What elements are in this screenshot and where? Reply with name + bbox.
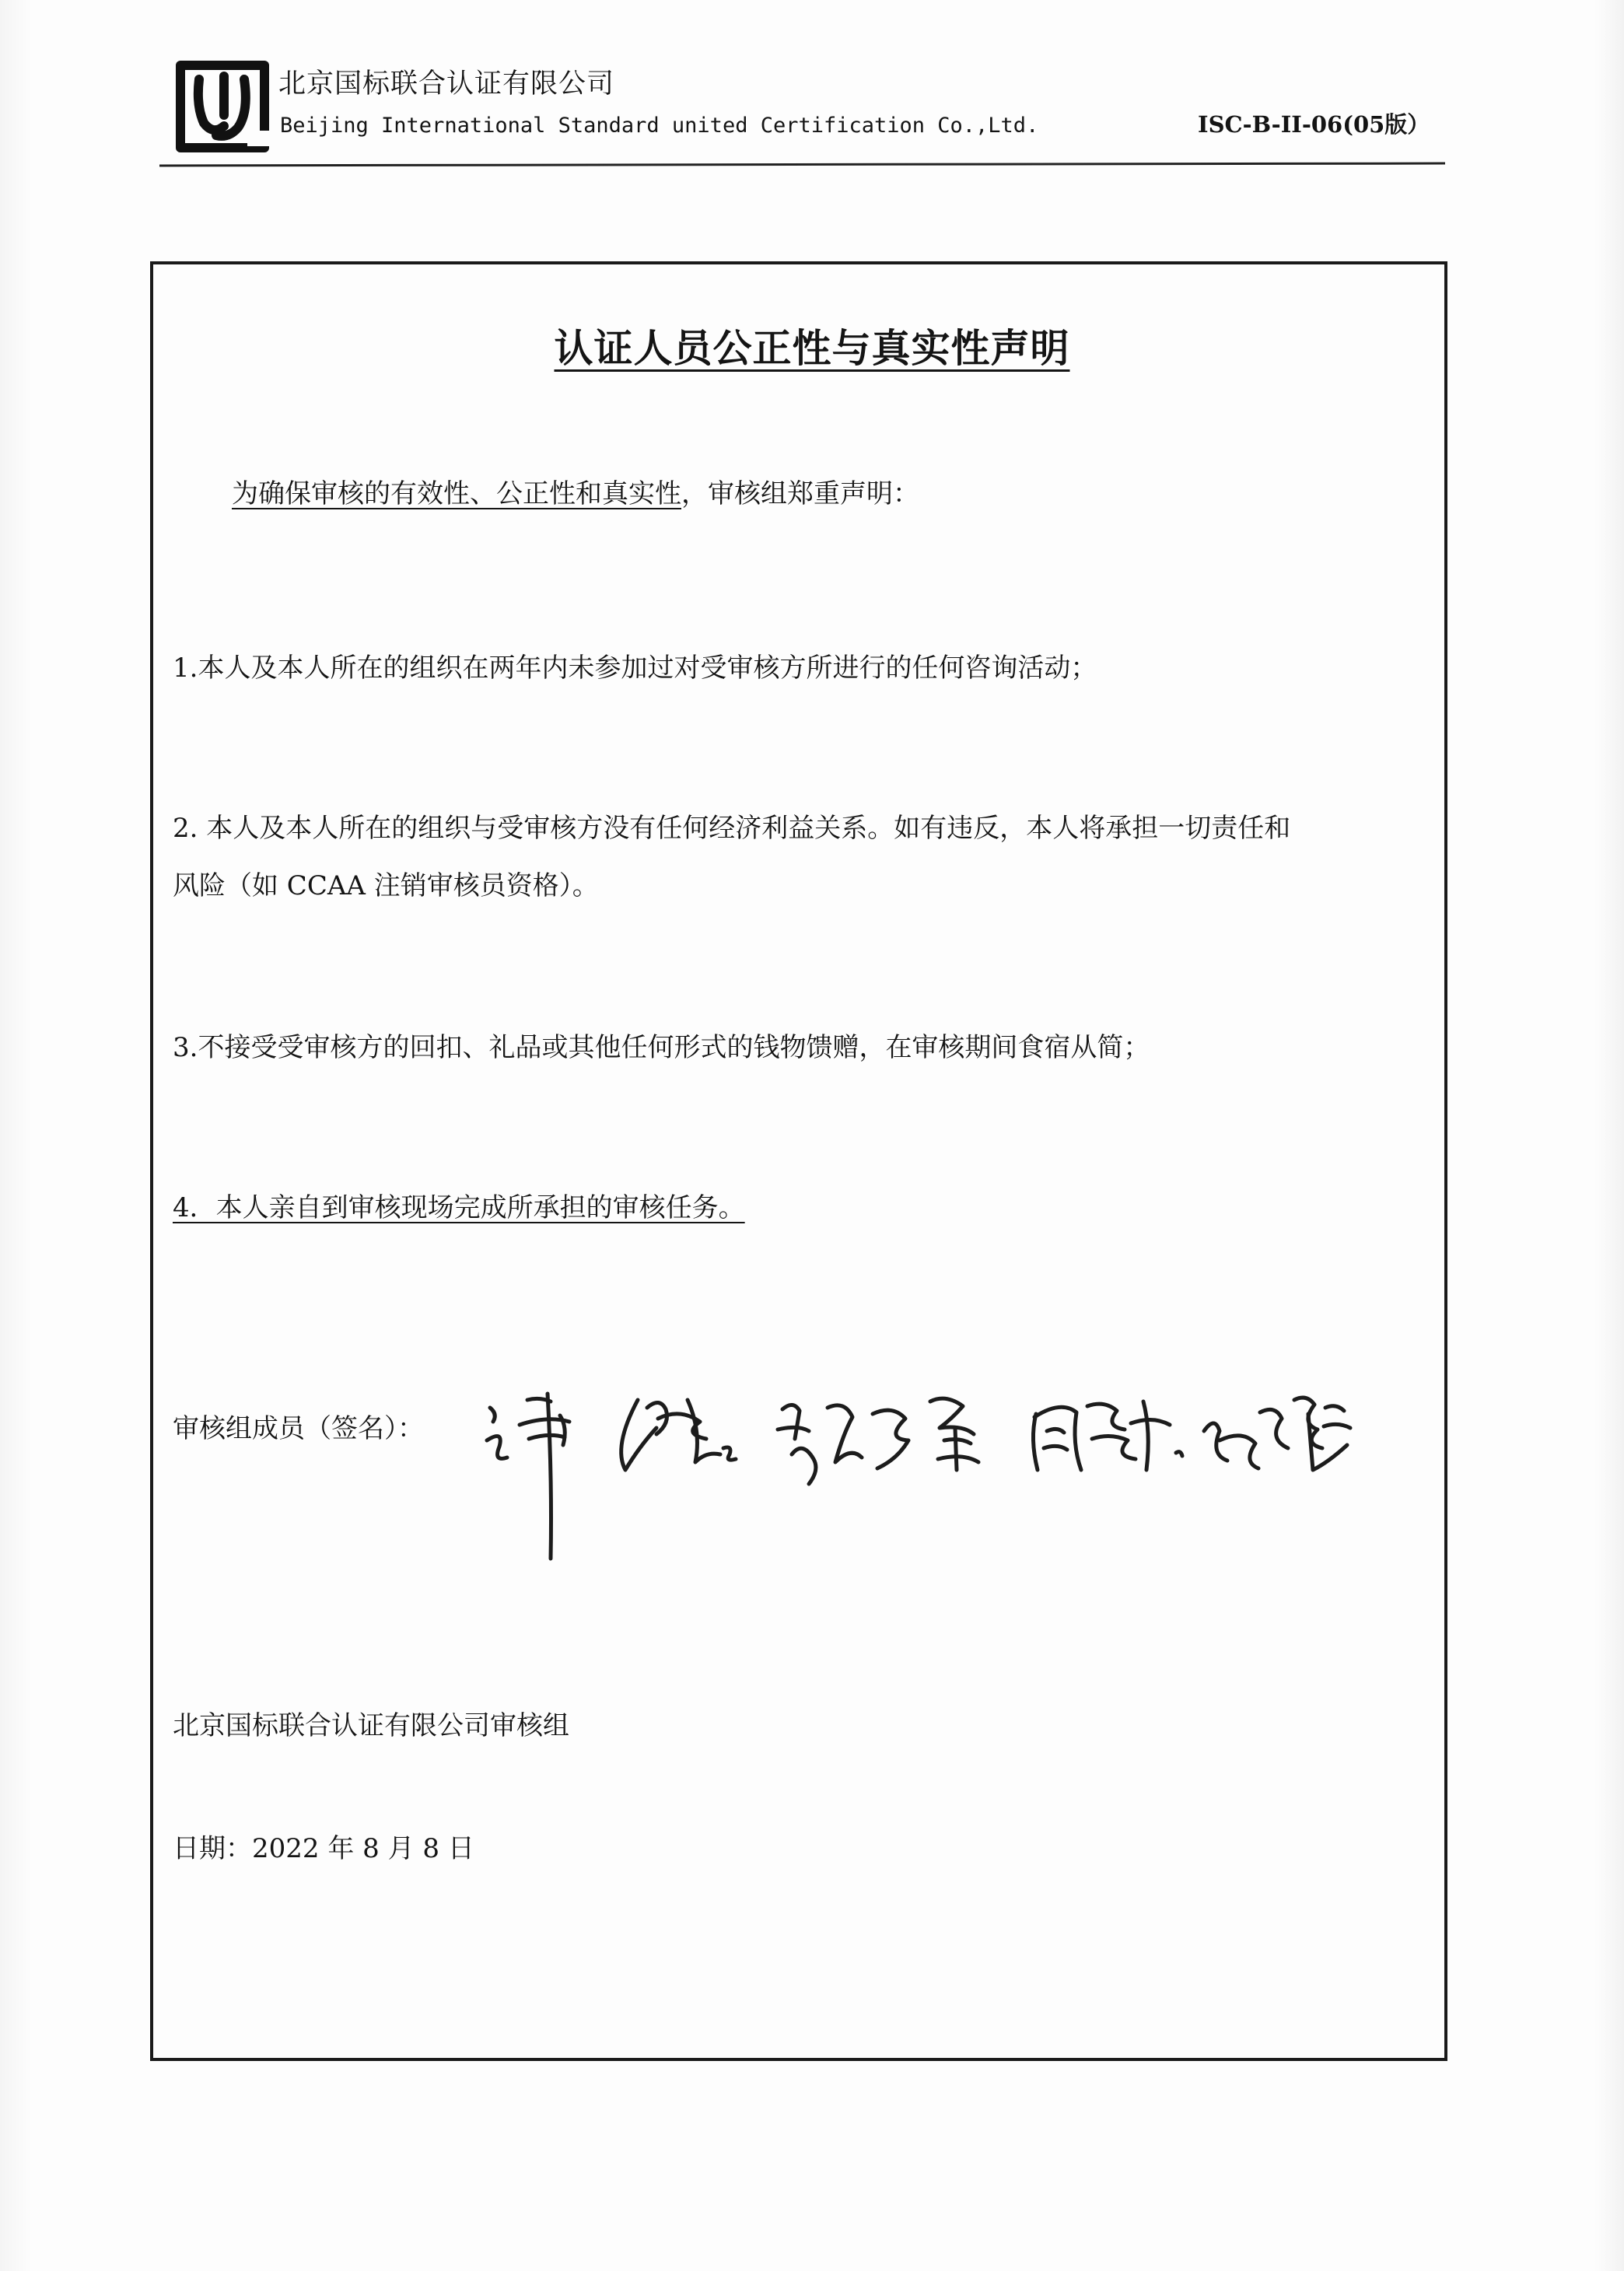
footer-organization: 北京国标联合认证有限公司审核组 [173,1710,569,1741]
clause-2-line-1: 2. 本人及本人所在的组织与受审核方没有任何经济利益关系。如有违反，本人将承担一切责任和 [173,813,1291,844]
clause-2-line-2: 风险（如 CCAA 注销审核员资格）。 [173,870,599,901]
company-name-cn: 北京国标联合认证有限公司 [278,68,615,100]
date-value: 2022 年 8 月 8 日 [252,1833,474,1864]
document-title-text: 认证人员公正性与真实性声明 [554,326,1070,371]
intro-underlined: 为确保审核的有效性、公正性和真实性 [232,478,681,509]
intro-rest: ，审核组郑重声明： [681,478,919,509]
handwritten-signatures [473,1353,1367,1587]
footer-date [173,1835,474,1862]
clause-3: 3.不接受受审核方的回扣、礼品或其他任何形式的钱物馈赠，在审核期间食宿从简； [173,1032,1150,1063]
document-code: ISC-B-II-06(05版） [1198,111,1430,138]
clause-1: 1.本人及本人所在的组织在两年内未参加过对受审核方所进行的任何咨询活动； [173,653,1097,684]
bisc-logo-icon [173,58,272,156]
intro-paragraph [232,478,919,509]
document-title [0,317,1624,373]
clause-4: 4．本人亲自到审核现场完成所承担的审核任务。 [173,1192,745,1223]
company-name-en: Beijing International Standard united Certification Co.,Ltd. [280,114,1039,138]
date-label: 日期： [173,1833,252,1864]
signature-label: 审核组成员（签名）： [173,1413,424,1444]
statement-frame [150,261,1447,2061]
